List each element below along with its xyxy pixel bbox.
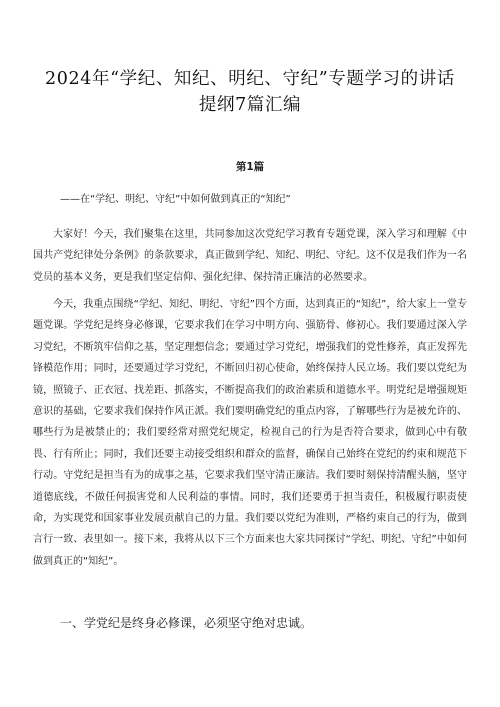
- speech-subtitle: ——在“学纪、明纪、守纪”中如何做到真正的“知纪”: [60, 194, 291, 205]
- chapter-heading: 第1篇: [235, 161, 265, 173]
- paragraph-overview: 今天，我重点围绕“学纪、知纪、明纪、守纪”四个方面，达到真正的“知纪”，给大家上一堂专题党课。学党纪是终身必修课，它要求我们在学习中明方向、强筋骨、修初心。我们要通过深入学习党纪，不断筑牢信仰之基，坚定理想信念；要通过学习党纪，增强我们的党性修养，真正发挥先锋模范作用；同时，还要通过学习党纪，不断回归初心使命，始终保持人民立场。我们要以党纪为镜，照镜子、正衣冠、找差距、抓落实，不断提高我们的政治素质和道德水平。明党纪是增强规矩意识的基础，它要求我们保持作风正派。我们要明确党纪的重点内容，了解哪些行为是被允许的、哪些行为是被禁止的；我们要经常对照党纪规定，检视自己的行为是否符合要求，做到心中有敬畏、行有所止；同时，我们还要主动接受组织和群众的监督，确保自己始终在党纪的约束和规范下行动。守党纪是担当有为的成事之基，它要求我们坚守清正廉洁。我们要时刻保持清醒头脑，坚守道德底线，不做任何损害党和人民利益的事情。同时，我们还要勇于担当责任，积极履行职责使命，为实现党和国家事业发展贡献自己的力量。我们要以党纪为准则，严格约束自己的行为，做到言行一致、表里如一。接下来，我将从以下三个方面来也大家共同探讨“学纪、明纪、守纪”中如何做到真正的“知纪”。: [33, 299, 467, 567]
- document-title: 2024年“学纪、知纪、明纪、守纪”专题学习的讲话提纲7篇汇编: [45, 69, 455, 115]
- section-heading: 一、学党纪是终身必修课，必须坚守绝对忠诚。: [60, 616, 313, 630]
- paragraph-intro: 大家好！今天，我们聚集在这里，共同参加这次党纪学习教育专题党课，深入学习和理解《中国共产党纪律处分条例》的条款要求，真正做到学纪、知纪、明纪、守纪。这不仅是我们作为一名党员的基本义务，更是我们坚定信仰、强化纪律、保持清正廉洁的必然要求。: [33, 229, 467, 283]
